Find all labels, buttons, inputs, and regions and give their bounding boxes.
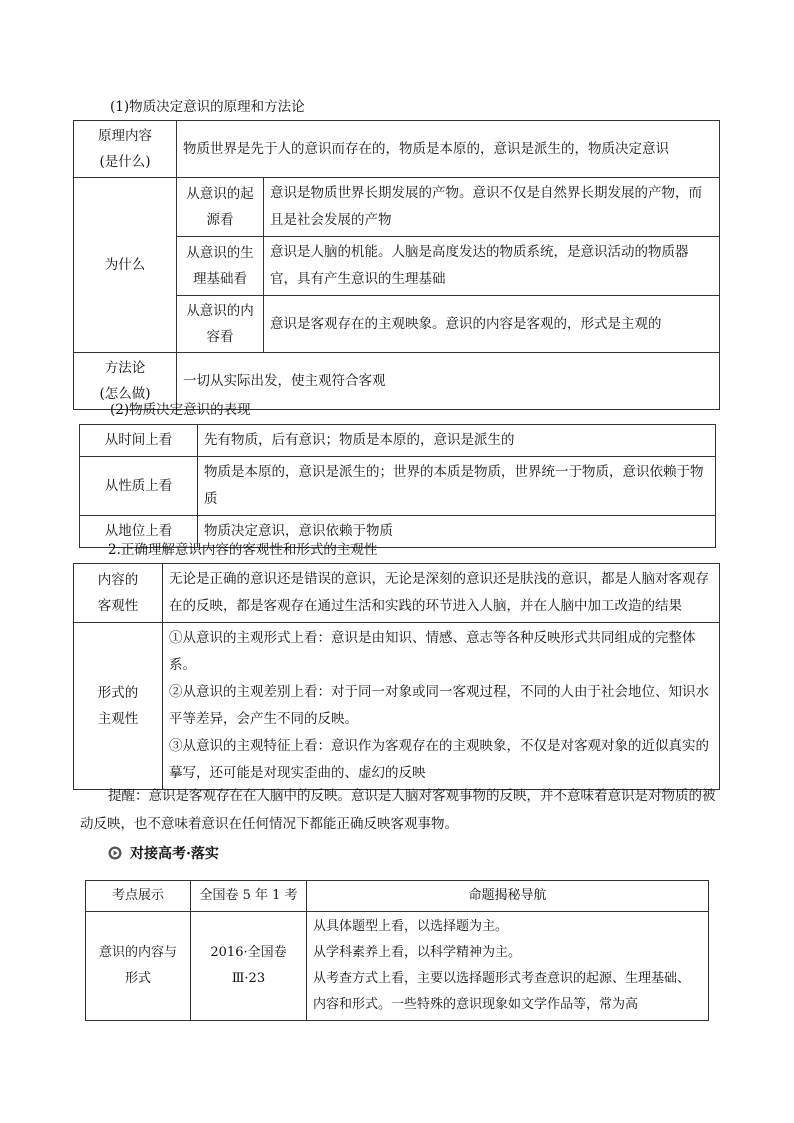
play-circle-icon [108, 846, 122, 860]
exam-year: 2016·全国卷 Ⅲ·23 [191, 912, 307, 1021]
section-3-heading: 2.正确理解意识内容的客观性和形式的主观性 [108, 542, 378, 558]
principle-content: 物质世界是先于人的意识而存在的，物质是本原的，意识是派生的，物质决定意识 [177, 121, 720, 178]
manifestation-label: 从性质上看 [80, 457, 198, 516]
subjective-content [163, 623, 720, 790]
manifestation-content: 先有物质，后有意识；物质是本原的，意识是派生的 [198, 425, 716, 457]
manifestation-content: 物质决定意识，意识依赖于物质 [198, 516, 716, 548]
why-label: 为什么 [74, 178, 177, 353]
section-1-heading: (1)物质决定意识的原理和方法论 [110, 99, 305, 115]
physio-sublabel: 从意识的生 理基础看 [177, 237, 264, 296]
exam-header: 考点展示 [86, 881, 191, 912]
manifestation-table [79, 424, 716, 548]
content-sublabel: 从意识的内 容看 [177, 296, 264, 353]
manifestation-label: 从地位上看 [80, 516, 198, 548]
subjective-item: ②从意识的主观差别上看：对于同一对象或同一客观过程，不同的人由于社会地位、知识水平等差异，会产生不同的反映。 [169, 684, 709, 727]
origin-content: 意识是物质世界长期发展的产物。意识不仅是自然界长期发展的产物，而且是社会发展的产物 [264, 178, 720, 237]
exam-header: 全国卷 5 年 1 考 [191, 881, 307, 912]
objective-label: 内容的 客观性 [74, 564, 163, 623]
subjective-item: ①从意识的主观形式上看：意识是由知识、情感、意志等各种反映形式共同组成的完整体系。 [169, 630, 696, 673]
method-content: 一切从实际出发，使主观符合客观 [177, 353, 720, 410]
exam-header: 命题揭秘导航 [307, 881, 709, 912]
exam-nav-line: 从具体题型上看，以选择题为主。 [313, 919, 509, 934]
objectivity-table [73, 563, 720, 790]
subjective-item: ③从意识的主观特征上看：意识作为客观存在的主观映象，不仅是对客观对象的近似真实的摹写，还可能是对现实歪曲的、虚幻的反映 [169, 738, 709, 781]
objective-content: 无论是正确的意识还是错误的意识，无论是深刻的意识还是肤浅的意识，都是人脑对客观存在的反映，都是客观存在通过生活和实践的环节进入人脑，并在人脑中加工改造的结果 [163, 564, 720, 623]
principle-table [73, 120, 720, 410]
exam-nav-line: 从学科素养上看，以科学精神为主。 [313, 945, 522, 960]
exam-nav-line: 从考查方式上看，主要以选择题形式考查意识的起源、生理基础、内容和形式。一些特殊的意识现象如文学作品等，常为高 [313, 971, 691, 1012]
method-label: 方法论 (怎么做) [74, 353, 177, 410]
manifestation-content: 物质是本原的，意识是派生的；世界的本质是物质，世界统一于物质，意识依赖于物质 [198, 457, 716, 516]
tip-paragraph: 提醒：意识是客观存在在人脑中的反映。意识是人脑对客观事物的反映，并不意味着意识是对物质的被动反映，也不意味着意识在任何情况下都能正确反映客观事物。 [80, 788, 716, 832]
manifestation-label: 从时间上看 [80, 425, 198, 457]
content-content: 意识是客观存在的主观映象。意识的内容是客观的，形式是主观的 [264, 296, 720, 353]
principle-label: 原理内容 (是什么) [74, 121, 177, 178]
physio-content: 意识是人脑的机能。人脑是高度发达的物质系统，是意识活动的物质器官，具有产生意识的生理基础 [264, 237, 720, 296]
origin-sublabel: 从意识的起 源看 [177, 178, 264, 237]
section-2-heading: (2)物质决定意识的表现 [110, 402, 251, 418]
exam-nav [307, 912, 709, 1021]
exam-section-title: 对接高考·落实 [130, 846, 219, 862]
subjective-label: 形式的 主观性 [74, 623, 163, 790]
exam-topic: 意识的内容与 形式 [86, 912, 191, 1021]
exam-table [85, 880, 709, 1021]
